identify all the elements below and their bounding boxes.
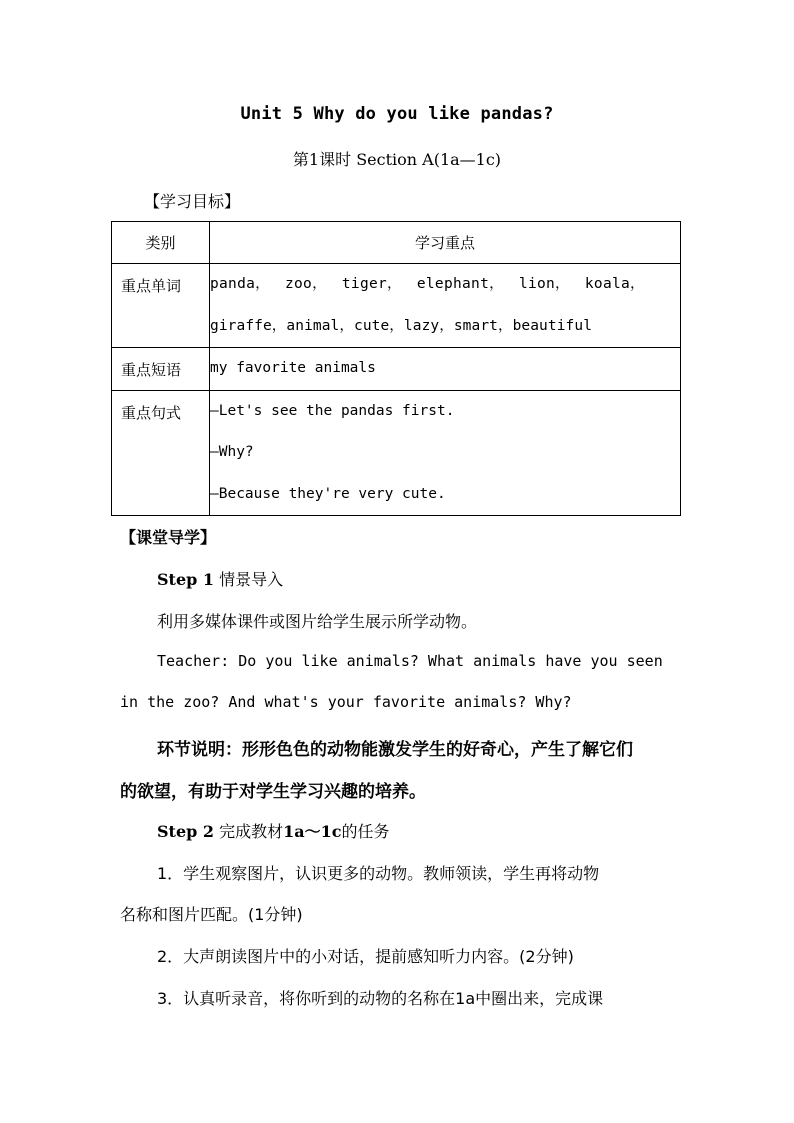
task-item-3: 3．认真听录音，将你听到的动物的名称在1a中圈出来，完成课 [157,989,604,1008]
step1-title: 情景导入 [214,570,284,589]
teacher-line-1: Teacher: Do you like animals? What animals have you seen [157,652,663,670]
table-cell-content [210,264,681,348]
table-header-row [112,222,681,264]
step2-title: 完成教材 [214,822,284,841]
step2-suffix: 的任务 [341,822,390,841]
lesson-subtitle: 第1课时 Section A(1a—1c) [292,150,502,169]
sentence-line: —Because they're very cute. [210,485,446,502]
table-row [112,348,681,391]
table-cell-content [210,348,681,391]
task-item-2: 2．大声朗读图片中的小对话，提前感知听力内容。(2分钟) [157,947,574,966]
step1-heading [157,567,283,590]
table-row [112,390,681,516]
task-item-1-line-2: 名称和图片匹配。(1分钟) [120,905,303,924]
step1-text: 利用多媒体课件或图片给学生展示所学动物。 [157,612,478,631]
step2-range: 1a～1c [283,822,342,841]
task-item-1-line-1: 1．学生观察图片，认识更多的动物。教师领读，学生再将动物 [157,864,600,883]
table-header-focus: 学习重点 [210,222,681,264]
table-cell-content [210,390,681,516]
objectives-label: 【学习目标】 [144,192,241,211]
table-header-category: 类别 [112,222,210,264]
vocabulary-line: giraffe，animal，cute，lazy，smart，beautiful [210,317,593,334]
note-line-2: 的欲望，有助于对学生学习兴趣的培养。 [120,782,426,802]
category-label: 重点单词 [121,277,182,295]
table-cell-category [112,264,210,348]
teacher-line-2: in the zoo? And what's your favorite animals? Why? [120,693,572,711]
category-label: 重点短语 [121,361,182,379]
step2-heading [157,819,390,842]
sentence-line: —Why? [210,444,254,460]
table-cell-category [112,348,210,391]
table-row [112,264,681,348]
step1-number: Step 1 [157,570,215,589]
sentence-line: —Let's see the pandas first. [210,402,455,419]
unit-title: Unit 5 Why do you like pandas? [240,104,554,124]
class-guide-label: 【课堂导学】 [120,528,217,547]
table-cell-category [112,390,210,516]
note-line-1: 环节说明：形形色色的动物能激发学生的好奇心，产生了解它们 [157,740,633,760]
step2-number: Step 2 [157,822,215,841]
objectives-table [111,221,681,516]
category-label: 重点句式 [121,403,182,422]
phrase-line: my favorite animals [210,360,376,376]
vocabulary-line: panda， zoo， tiger， elephant， lion， koala， [210,276,645,292]
